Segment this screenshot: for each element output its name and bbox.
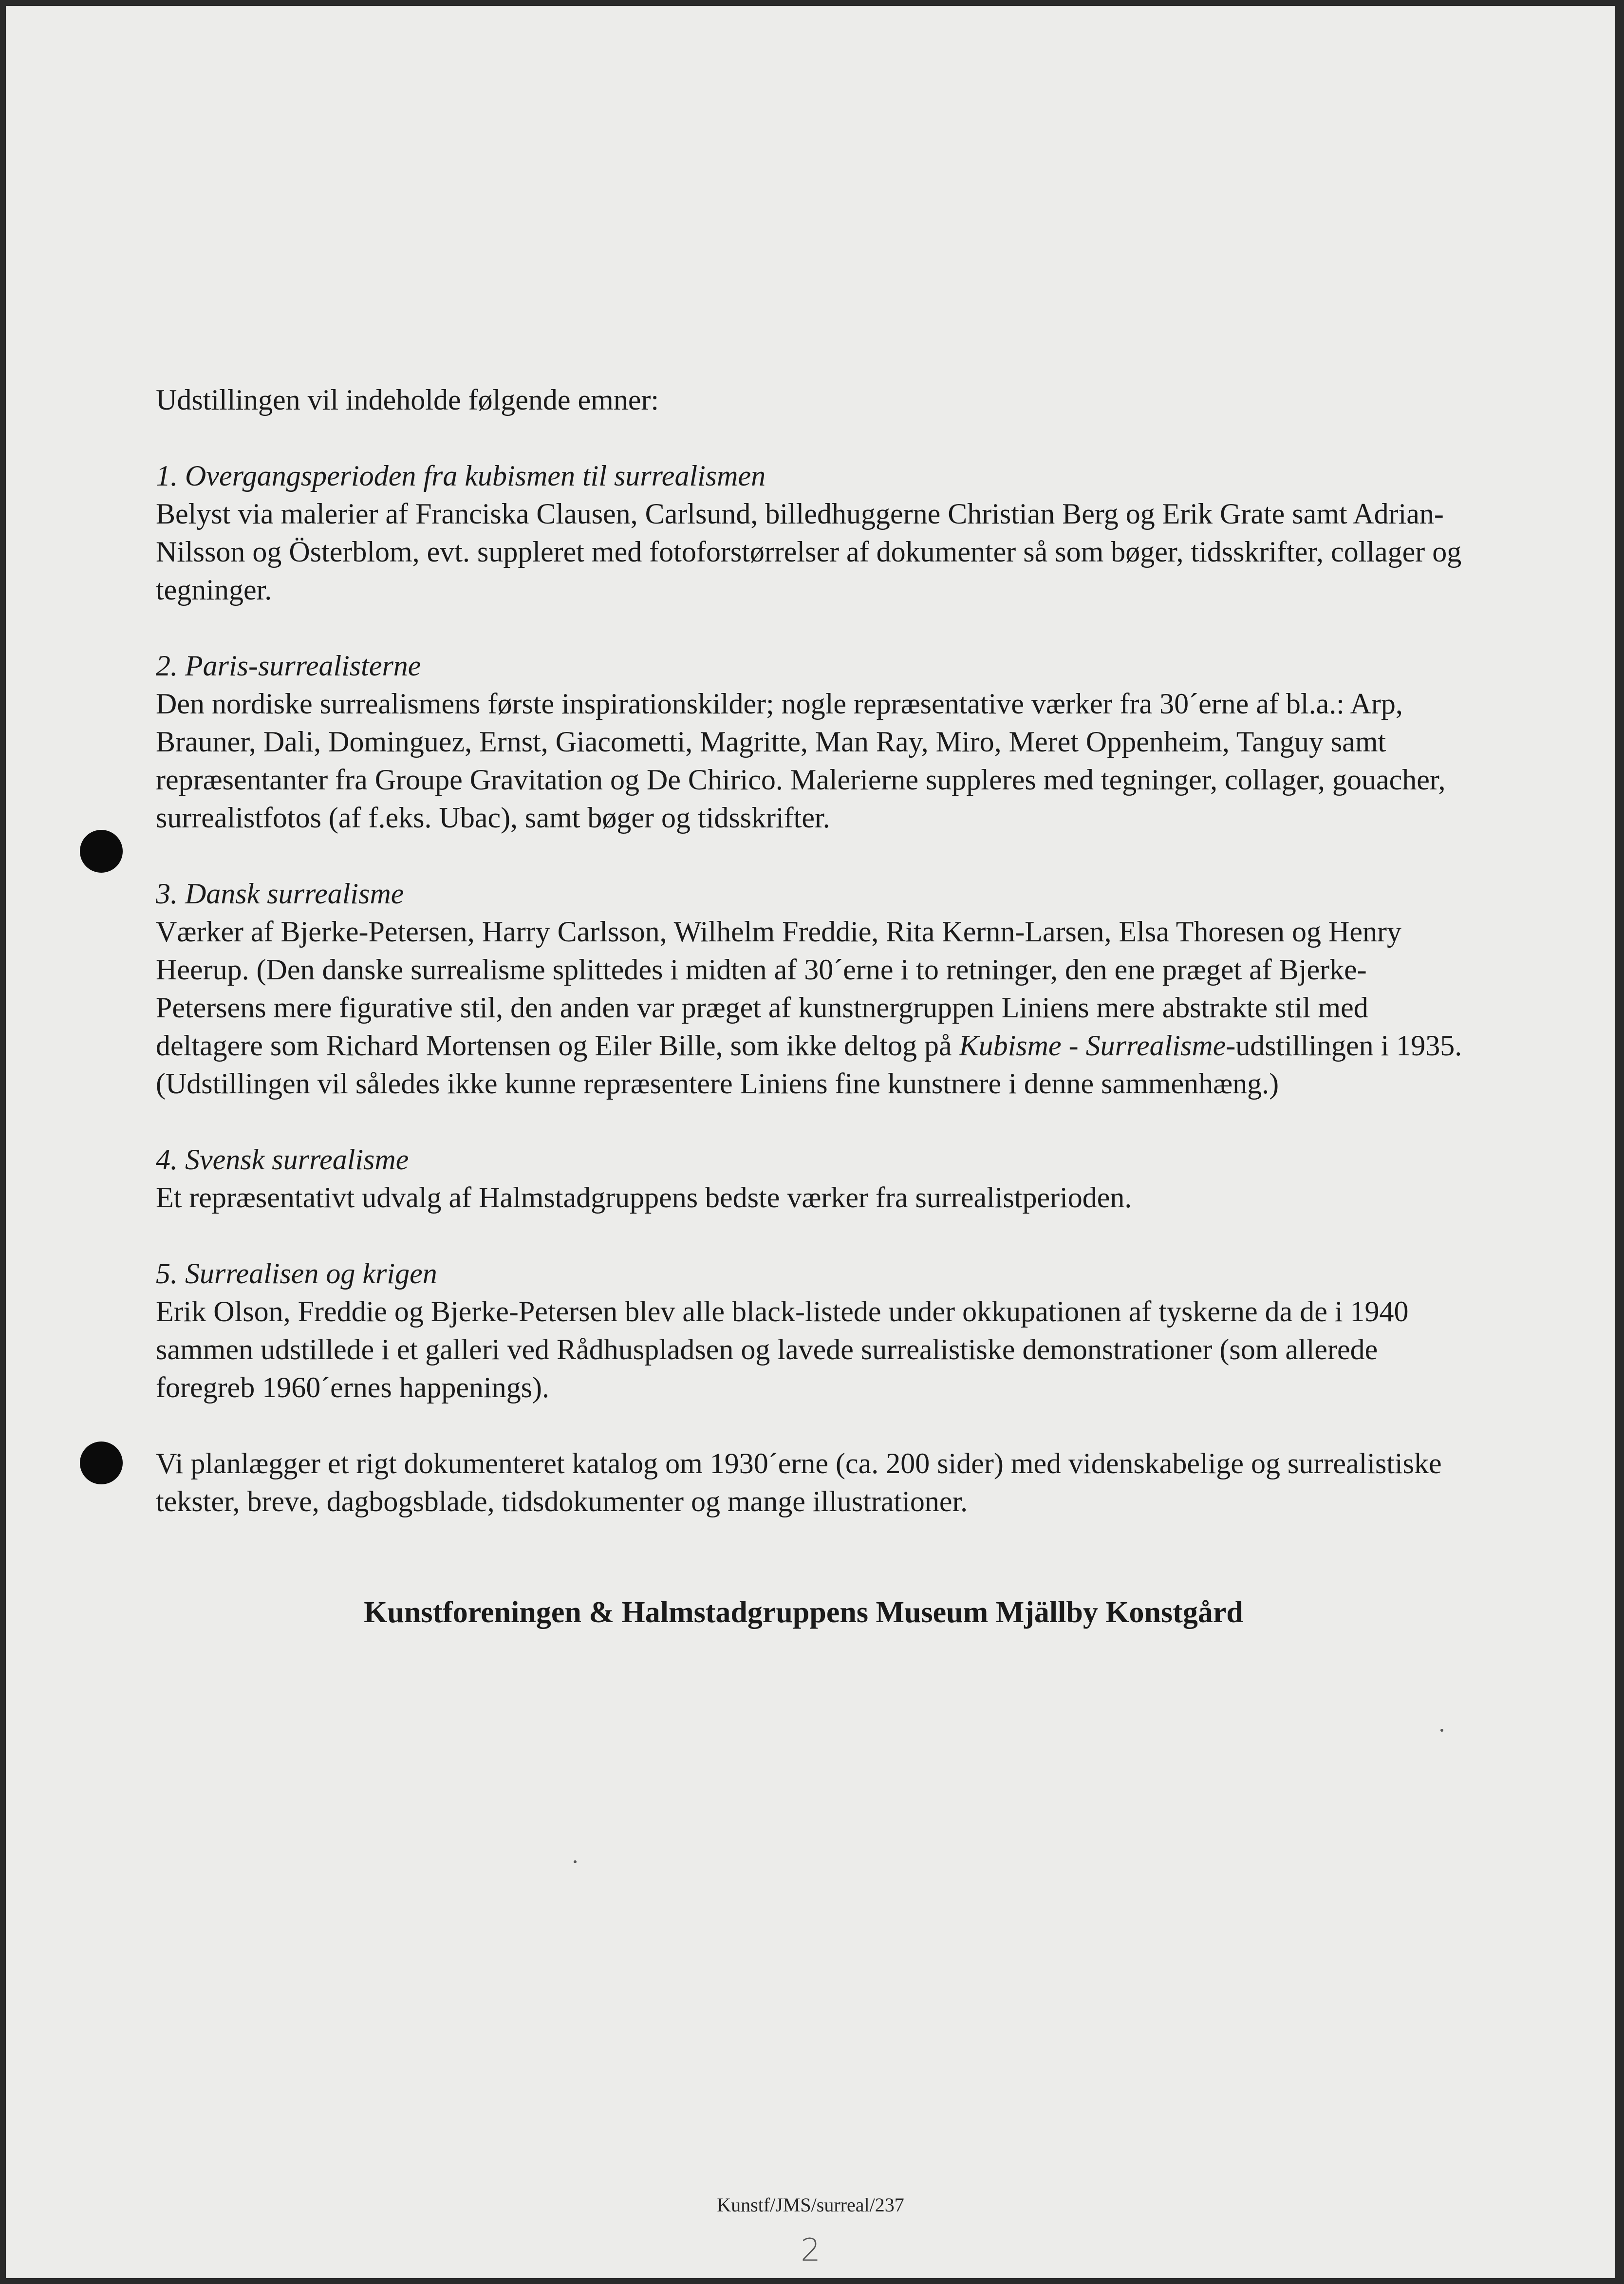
section-4 (156, 1141, 1471, 1217)
exhibition-title: Kubisme - Surrealisme (959, 1030, 1226, 1062)
section-body: Erik Olson, Freddie og Bjerke-Petersen blev alle black-listede under okkupationen af tyskerne da de i 1940 sammen udstillede i et galleri ved Rådhuspladsen og lavede surrealistiske demonstrationer (som allerede foregreb 1960´ernes happenings). (156, 1295, 1409, 1404)
section-body-text: Værker af Bjerke-Petersen, Harry Carlsson, Wilhelm Freddie, Rita Kernn-Larsen, Elsa Thoresen og Henry Heerup. (Den danske surrealisme splittedes i midten af 30´erne i to retninger, den ene præget af Bjerke-Petersens mere figurative stil, den anden var præget af kunstnergruppen Liniens mere abstrakte stil med deltagere som Richard Mortensen og Eiler Bille, som ikke deltog på (156, 916, 1401, 1062)
section-body: Belyst via malerier af Franciska Clausen, Carlsund, billedhuggerne Christian Berg og Erik Grate samt Adrian-Nilsson og Österblom, evt. suppleret med fotoforstørrelser af dokumenter så som bøger, tidsskrifter, collager og tegninger. (156, 498, 1462, 606)
punch-hole (80, 1442, 123, 1484)
document-body (156, 381, 1471, 1631)
handwritten-page-number: 2 (801, 2232, 821, 2268)
stray-mark (1440, 1729, 1443, 1732)
stray-mark (574, 1860, 577, 1863)
section-2 (156, 647, 1471, 837)
section-title: 4. Svensk surrealisme (156, 1143, 409, 1176)
section-body (156, 913, 1471, 1103)
section-1 (156, 457, 1471, 609)
section-body: Den nordiske surrealismens første inspirationskilder; nogle repræsentative værker fra 30´erne af bl.a.: Arp, Brauner, Dali, Dominguez, Ernst, Giacometti, Magritte, Man Ray, Miro, Meret Oppenheim, Tanguy samt repræsentanter fra Groupe Gravitation og De Chirico. Malerierne suppleres med tegninger, collager, gouacher, surrealistfotos (af f.eks. Ubac), samt bøger og tidsskrifter. (156, 688, 1446, 834)
section-title: 5. Surrealisen og krigen (156, 1257, 437, 1290)
section-title: 2. Paris-surrealisterne (156, 650, 421, 682)
section-title: 3. Dansk surrealisme (156, 878, 404, 910)
section-3 (156, 875, 1471, 1103)
signature-line: Kunstforeningen & Halmstadgruppens Museum Mjällby Konstgård (364, 1596, 1243, 1629)
punch-hole (80, 830, 123, 873)
intro-paragraph: Udstillingen vil indeholde følgende emner: (156, 384, 659, 416)
section-body-text: -udstillingen i 1935. (Udstillingen vil således ikke kunne repræsentere Liniens fine kunstnere i denne sammenhæng.) (156, 1030, 1462, 1100)
section-body: Et repræsentativt udvalg af Halmstadgruppens bedste værker fra surrealistperioden. (156, 1181, 1132, 1214)
closing-paragraph: Vi planlægger et rigt dokumenteret katalog om 1930´erne (ca. 200 sider) med videnskabelige og surrealistiske tekster, breve, dagbogsblade, tidsdokumenter og mange illustrationer. (156, 1447, 1442, 1517)
section-5 (156, 1254, 1471, 1406)
section-title: 1. Overgangsperioden fra kubismen til surrealismen (156, 460, 766, 492)
document-page (6, 6, 1615, 2278)
footer-reference: Kunstf/JMS/surreal/237 (717, 2194, 904, 2216)
